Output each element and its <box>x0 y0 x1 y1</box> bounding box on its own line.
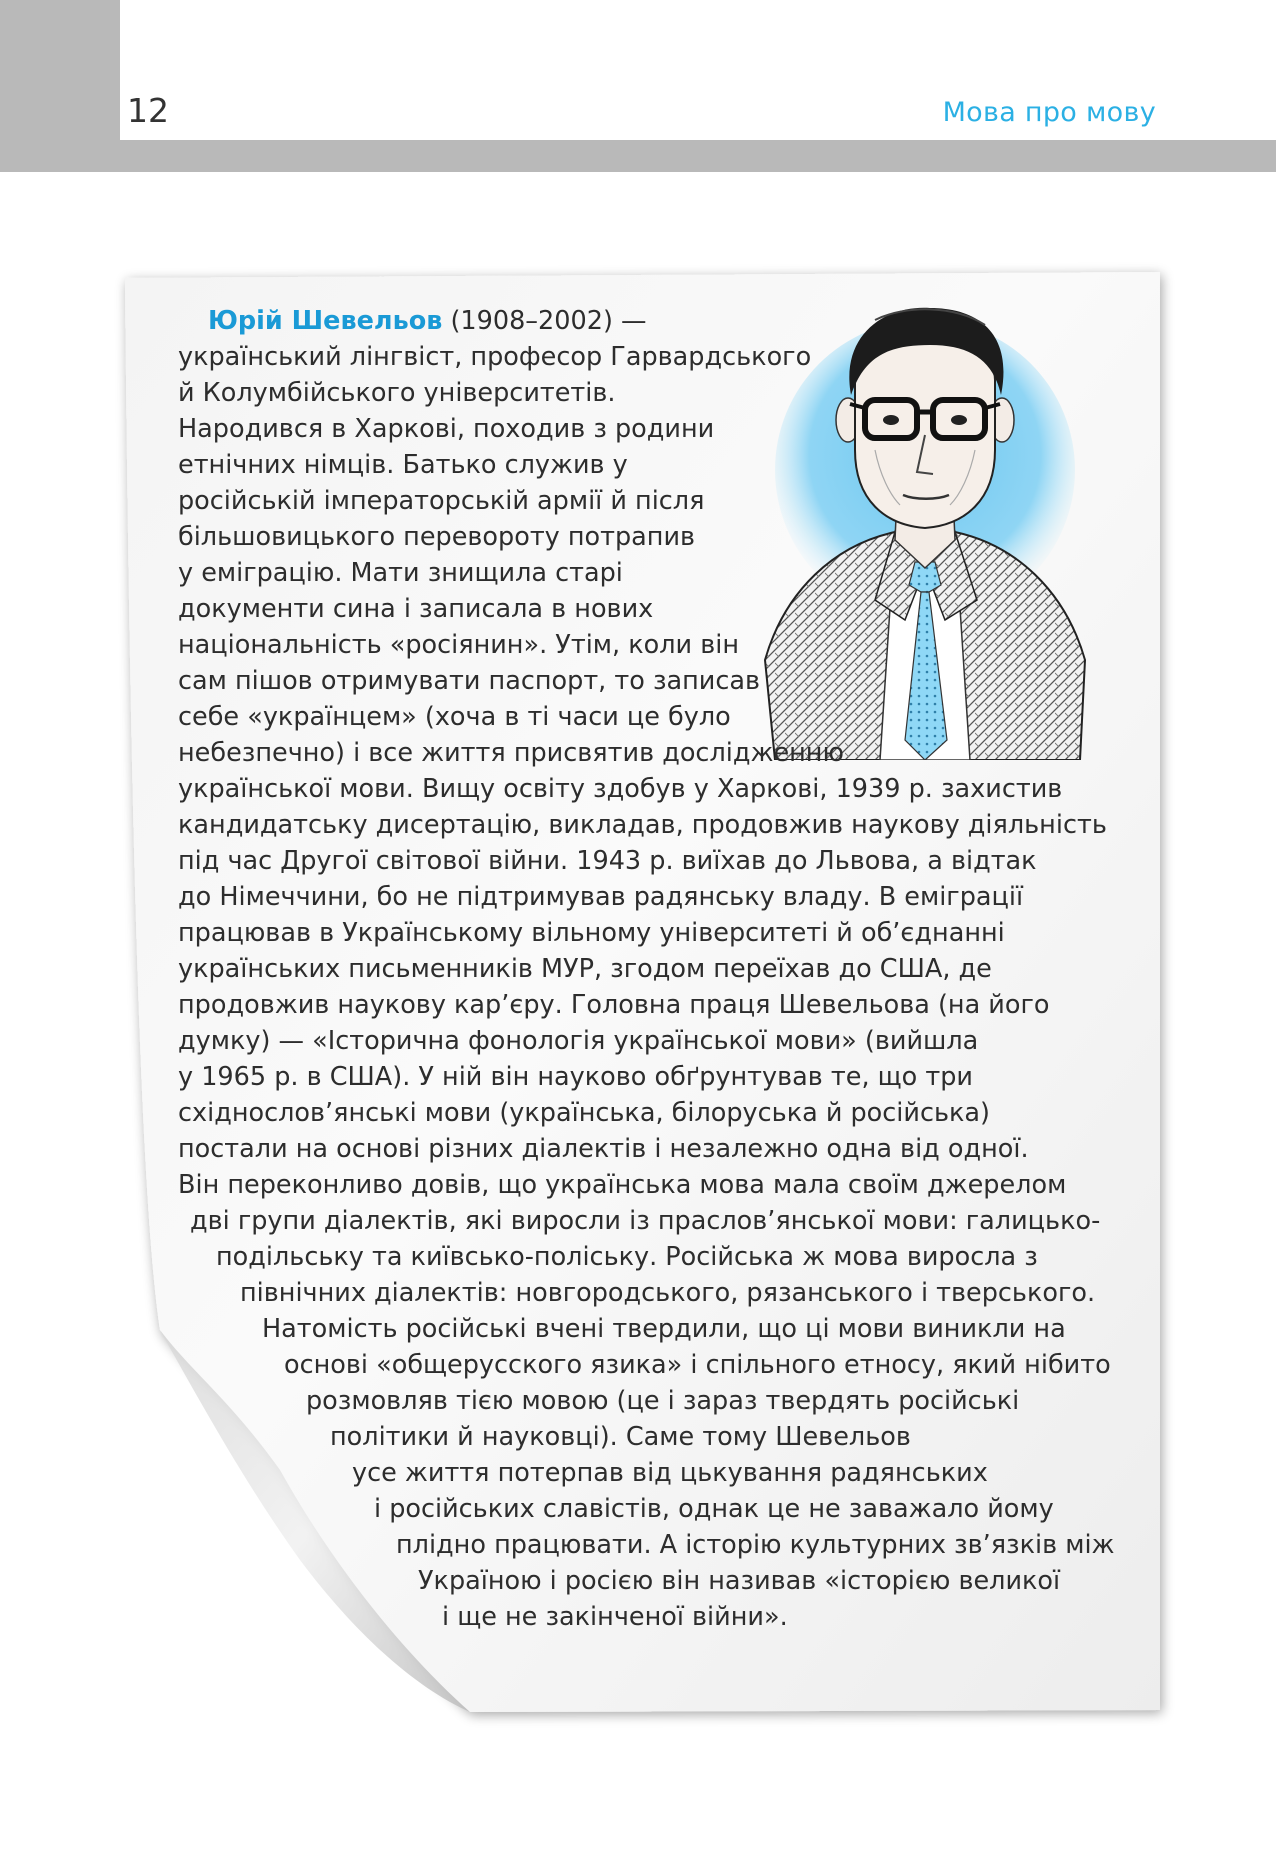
bio-line: у еміграцію. Мати знищила старі <box>178 558 623 588</box>
bio-line: національність «росіянин». Утім, коли він <box>178 630 739 660</box>
bio-line: більшовицького перевороту потрапив <box>178 522 696 552</box>
bio-line: працював в Українському вільному університеті й об’єднанні <box>178 918 1005 948</box>
bio-line: російській імператорській армії й після <box>178 486 705 516</box>
bio-line: кандидатську дисертацію, викладав, продовжив наукову діяльність <box>178 810 1107 840</box>
page-number: 12 <box>127 91 169 130</box>
bio-line: у 1965 р. в США). У ній він науково обґрунтував те, що три <box>178 1062 974 1092</box>
bio-line: дві групи діалектів, які виросли із праслов’янської мови: галицько- <box>190 1206 1101 1236</box>
bio-line: східнослов’янські мови (українська, білоруська й російська) <box>178 1098 990 1128</box>
bio-name: Юрій Шевельов <box>208 306 443 336</box>
bio-line: себе «українцем» (хоча в ті часи це було <box>178 702 731 732</box>
bio-line: думку) — «Історична фонологія української мови» (вийшла <box>178 1026 979 1056</box>
bio-line: продовжив наукову кар’єру. Головна праця Шевельова (на його <box>178 990 1050 1020</box>
bio-line: Україною і росією він називав «історією великої <box>418 1566 1061 1596</box>
bio-line: української мови. Вищу освіту здобув у Харкові, 1939 р. захистив <box>178 774 1063 804</box>
bio-line: усе життя потерпав від цькування радянських <box>352 1458 988 1488</box>
bio-line: Натомість російські вчені твердили, що ці мови виникли на <box>262 1314 1066 1344</box>
bio-line: небезпечно) і все життя присвятив дослідженню <box>178 738 844 768</box>
bio-line: й Колумбійського університетів. <box>178 378 616 408</box>
bio-line: постали на основі різних діалектів і незалежно одна від одної. <box>178 1134 1029 1164</box>
bio-line: сам пішов отримувати паспорт, то записав <box>178 666 761 696</box>
bio-line: політики й науковці). Саме тому Шевельов <box>330 1422 911 1452</box>
bio-line: розмовляв тією мовою (це і зараз твердять російські <box>306 1386 1020 1416</box>
bio-line: і російських славістів, однак це не заважало йому <box>374 1494 1054 1524</box>
bio-line: подільську та київсько-поліську. Російська ж мова виросла з <box>216 1242 1038 1272</box>
section-title: Мова про мову <box>942 97 1156 128</box>
bio-line: документи сина і записала в нових <box>178 594 654 624</box>
bio-line: під час Другої світової війни. 1943 р. виїхав до Львова, а відтак <box>178 846 1037 876</box>
bio-line: основі «общерусского язика» і спільного етносу, який нібито <box>284 1350 1111 1380</box>
bio-line: плідно працювати. А історію культурних зв’язків між <box>396 1530 1115 1560</box>
bio-line: північних діалектів: новгородського, рязанського і тверського. <box>240 1278 1096 1308</box>
bio-line: етнічних німців. Батько служив у <box>178 450 628 480</box>
bio-line: українських письменників МУР, згодом переїхав до США, де <box>178 954 992 984</box>
bio-line: і ще не закінченої війни». <box>442 1602 788 1632</box>
bio-line: український лінгвіст, професор Гарвардського <box>178 342 812 372</box>
bio-line: Він переконливо довів, що українська мова мала своїм джерелом <box>178 1170 1067 1200</box>
bio-line: Юрій Шевельов (1908–2002) — <box>208 306 647 336</box>
bio-line: Народився в Харкові, походив з родини <box>178 414 715 444</box>
bio-line: до Німеччини, бо не підтримував радянську владу. В еміграції <box>178 882 1024 912</box>
